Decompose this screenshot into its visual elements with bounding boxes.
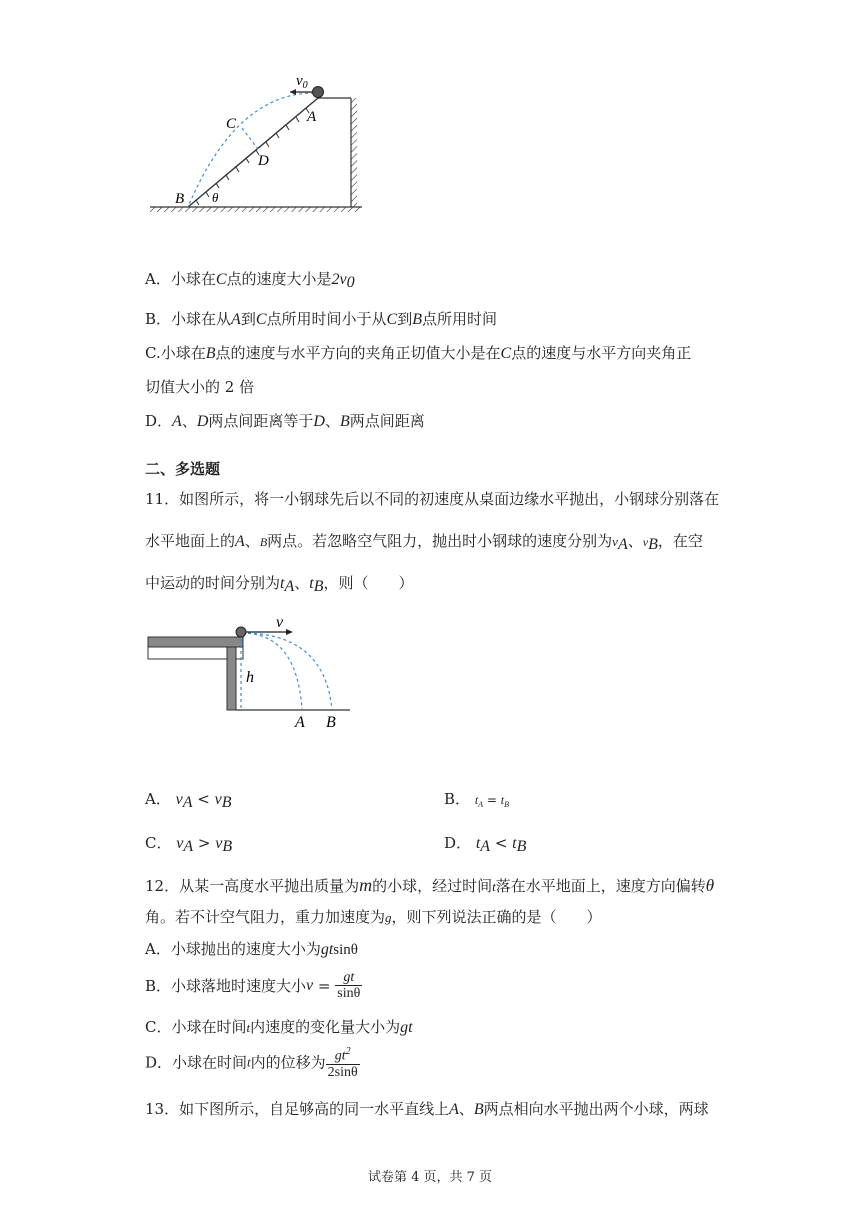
q11-stem-line1: 11．如图所示，将一小钢球先后以不同的初速度从桌面边缘水平抛出，小钢球分别落在 [145, 490, 720, 508]
label-b: B [326, 714, 336, 731]
q12-stem-line2: 角。若不计空气阻力，重力加速度为g，则下列说法正确的是（ ） [145, 908, 602, 926]
label-C: C [226, 116, 237, 132]
q11-option-a[interactable]: A． $v_A < v_B$ [145, 790, 232, 811]
table-leg [227, 647, 236, 710]
wall-hatch [351, 98, 357, 207]
label-theta: θ [212, 190, 219, 205]
label-D: D [258, 153, 269, 169]
q10-option-c[interactable]: C.小球在B点的速度与水平方向的夹角正切值大小是在C点的速度与水平方向夹角正 [145, 344, 692, 362]
label-A: A [307, 109, 317, 125]
trajectory-curve [188, 93, 314, 207]
q10-option-b[interactable]: B．小球在从A到C点所用时间小于从C到B点所用时间 [145, 310, 498, 328]
q11-stem-line3: 中运动的时间分别为$t_A$、$t_B$，则（ ） [145, 574, 414, 595]
steel-ball [236, 627, 246, 637]
q11-stem-line2: 水平地面上的A、B两点。若忽略空气阻力，抛出时小钢球的速度分别为$v_A$、$v_B$，在空 [145, 532, 703, 553]
q11-option-c[interactable]: C． $v_A > v_B$ [145, 834, 233, 855]
page-footer: 试卷第 4 页，共 7 页 [367, 1170, 493, 1185]
q10-option-d[interactable]: D．A、D两点间距离等于D、B两点间距离 [145, 412, 425, 430]
q12-option-b[interactable]: B．小球落地时速度大小v = $\frac{gt}{\sin\theta}$ [145, 970, 361, 1001]
table-top [148, 637, 243, 647]
label-a: A [295, 714, 305, 731]
q10-option-c-line2: 切值大小的 2 倍 [145, 378, 255, 396]
cd-segment [242, 128, 258, 149]
label-v0: $v_0$ [296, 73, 308, 91]
trajectory-b [242, 633, 332, 710]
ball [313, 87, 324, 98]
ground-hatch [150, 207, 362, 212]
fraction-v: $\frac{gt}{\sin\theta}$ [337, 970, 361, 1001]
q11-option-b[interactable]: B． $t_A = t_B$ [444, 790, 509, 809]
q12-stem-line1: 12．从某一高度水平抛出质量为m的小球，经过时间t落在水平地面上，速度方向偏转θ [145, 875, 715, 895]
fraction-displacement: $\frac{gt^2}{2\sin\theta}$ [327, 1046, 358, 1080]
label-v: v [276, 614, 284, 631]
q12-option-c[interactable]: C．小球在时间t内速度的变化量大小为gt [145, 1018, 413, 1036]
q11-option-d[interactable]: D． $t_A < t_B$ [444, 834, 527, 855]
section-title: 二、多选题 [145, 460, 221, 478]
q12-option-d[interactable]: D．小球在时间t内的位移为 $\frac{gt^2}{2\sin\theta}$ [145, 1046, 358, 1080]
label-h: h [246, 669, 254, 686]
incline-figure [140, 66, 380, 226]
q12-option-a[interactable]: A．小球抛出的速度大小为gtsinθ [145, 940, 358, 958]
q13-stem-line1: 13．如下图所示，自足够高的同一水平直线上A、B两点相向水平抛出两个小球，两球 [145, 1100, 709, 1118]
table-figure [145, 612, 355, 732]
q10-option-a[interactable]: A．小球在C点的速度大小是$2v_0$ [145, 270, 355, 291]
label-B: B [175, 191, 185, 207]
